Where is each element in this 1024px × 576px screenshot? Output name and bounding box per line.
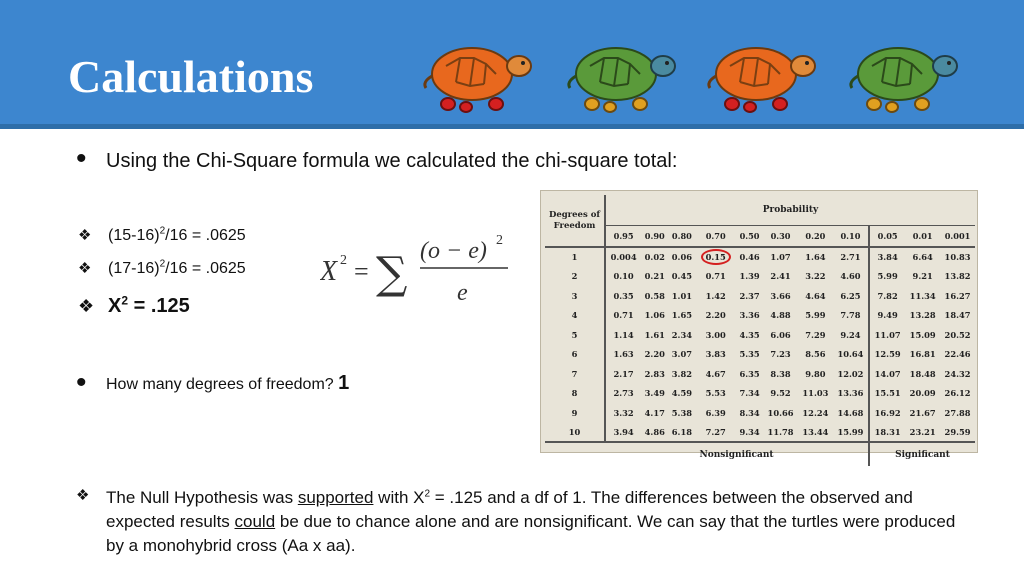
value-cell: 14.07 <box>869 364 905 384</box>
value-cell: 3.36 <box>739 310 760 321</box>
value-cell: 8.38 <box>770 368 791 379</box>
value-cell: 2.41 <box>770 271 791 282</box>
value-cell: 0.71 <box>613 310 634 321</box>
formula-equals: = <box>354 257 369 286</box>
value-cell: 12.59 <box>869 345 905 365</box>
calc1-post: /16 = .0625 <box>165 227 246 244</box>
calc-total <box>78 294 190 318</box>
diamond-bullet-icon: ❖ <box>78 227 92 244</box>
value-cell: 9.21 <box>912 271 933 282</box>
p-header: 0.10 <box>833 225 869 247</box>
value-cell: 12.24 <box>802 407 829 418</box>
value-cell: 4.59 <box>671 388 692 399</box>
formula-sigma: ∑ <box>376 248 408 299</box>
bullet-dot-icon: • <box>76 366 87 399</box>
formula-denominator: e <box>457 280 468 306</box>
value-cell: 11.78 <box>763 423 798 443</box>
value-cell: 1.07 <box>770 252 791 263</box>
calc3-exp: 2 <box>121 293 129 308</box>
value-cell: 13.44 <box>798 423 833 443</box>
value-cell: 10.83 <box>944 252 971 263</box>
value-cell: 18.31 <box>869 423 905 443</box>
value-cell: 0.46 <box>739 252 760 263</box>
value-cell: 16.92 <box>869 403 905 423</box>
value-cell: 18.48 <box>909 368 936 379</box>
value-cell: 13.28 <box>909 310 936 321</box>
value-cell: 7.34 <box>739 388 760 399</box>
dof-cell: 7 <box>545 364 605 384</box>
value-cell: 5.35 <box>739 349 760 360</box>
p-header: 0.01 <box>905 225 940 247</box>
value-cell: 7.27 <box>695 423 736 443</box>
value-cell: 1.06 <box>644 310 665 321</box>
value-cell: 11.07 <box>869 325 905 345</box>
value-cell: 8.56 <box>805 349 826 360</box>
value-cell: 6.06 <box>770 329 791 340</box>
value-cell: 3.00 <box>705 329 726 340</box>
value-cell: 9.24 <box>840 329 861 340</box>
nonsignificant-label: Nonsignificant <box>699 449 774 460</box>
value-cell: 2.34 <box>671 329 692 340</box>
dof-cell: 3 <box>545 286 605 306</box>
value-cell: 1.64 <box>805 252 826 263</box>
value-cell: 2.37 <box>739 290 760 301</box>
dof-cell: 10 <box>545 423 605 443</box>
dof-cell: 1 <box>545 247 605 267</box>
value-cell: 1.61 <box>644 329 665 340</box>
p-header: 0.001 <box>940 225 975 247</box>
value-cell: 3.84 <box>869 247 905 267</box>
calc-line-1 <box>78 226 246 246</box>
value-cell: 15.09 <box>909 329 936 340</box>
dof-cell: 2 <box>545 267 605 287</box>
significant-label: Significant <box>869 442 975 466</box>
p-header: 0.95 <box>605 225 641 247</box>
formula-num-exp: 2 <box>496 233 503 248</box>
slide-title: Calculations <box>68 51 314 102</box>
value-cell: 0.10 <box>613 271 634 282</box>
dof-cell: 9 <box>545 403 605 423</box>
calc2-pre: (17-16) <box>108 260 160 277</box>
p-header: 0.05 <box>869 225 905 247</box>
value-cell: 2.17 <box>613 368 634 379</box>
value-cell: 3.22 <box>805 271 826 282</box>
value-cell: 0.58 <box>644 290 665 301</box>
value-cell: 1.39 <box>739 271 760 282</box>
value-cell: 22.46 <box>944 349 971 360</box>
table-row <box>545 247 975 267</box>
value-cell: 2.20 <box>705 310 726 321</box>
turtle-green-icon <box>560 36 678 116</box>
value-cell: 4.17 <box>644 407 665 418</box>
value-cell: 8.34 <box>739 407 760 418</box>
turtle-green-icon <box>842 36 960 116</box>
dof-cell: 4 <box>545 306 605 326</box>
value-cell: 7.78 <box>840 310 861 321</box>
value-cell: 3.07 <box>671 349 692 360</box>
value-cell: 0.004 <box>610 252 637 263</box>
value-cell: 2.71 <box>840 252 861 263</box>
value-cell: 6.64 <box>912 252 933 263</box>
p-header: 0.30 <box>763 225 798 247</box>
value-cell: 27.88 <box>944 407 971 418</box>
value-cell: 6.18 <box>668 423 695 443</box>
value-cell: 2.83 <box>644 368 665 379</box>
value-cell: 29.59 <box>940 423 975 443</box>
formula-lhs-exp: 2 <box>340 253 347 268</box>
value-cell: 20.52 <box>944 329 971 340</box>
value-cell: 16.81 <box>909 349 936 360</box>
header-divider <box>0 124 1024 129</box>
table-row <box>545 325 975 345</box>
value-cell: 13.82 <box>944 271 971 282</box>
calc-line-2 <box>78 259 246 279</box>
probability-header: Probability <box>605 195 975 225</box>
underlined-supported: supported <box>297 488 374 507</box>
value-cell: 2.20 <box>644 349 665 360</box>
calc1-exp: 2 <box>159 225 166 237</box>
table-row <box>545 345 975 365</box>
value-cell: 6.39 <box>705 407 726 418</box>
circled-value-cell <box>695 247 736 267</box>
p-header: 0.80 <box>668 225 695 247</box>
table-row <box>545 286 975 306</box>
value-cell: 0.21 <box>644 271 665 282</box>
value-cell: 9.52 <box>770 388 791 399</box>
value-cell: 26.12 <box>944 388 971 399</box>
value-cell: 5.38 <box>671 407 692 418</box>
value-cell: 20.09 <box>909 388 936 399</box>
chi-square-table <box>545 195 975 466</box>
p-header: 0.50 <box>736 225 763 247</box>
value-cell: 4.35 <box>739 329 760 340</box>
value-cell: 7.23 <box>770 349 791 360</box>
value-cell: 16.27 <box>944 290 971 301</box>
conclusion-bullet <box>76 486 976 558</box>
value-cell: 5.99 <box>869 267 905 287</box>
value-cell: 6.25 <box>840 290 861 301</box>
intro-bullet <box>76 142 678 175</box>
value-cell: 15.51 <box>869 384 905 404</box>
value-cell: 11.34 <box>909 290 936 301</box>
table-row <box>545 384 975 404</box>
value-cell: 3.49 <box>644 388 665 399</box>
value-cell: 23.21 <box>905 423 940 443</box>
p-header: 0.20 <box>798 225 833 247</box>
value-cell: 9.80 <box>805 368 826 379</box>
calc2-post: /16 = .0625 <box>165 260 246 277</box>
p-header: 0.70 <box>695 225 736 247</box>
chi-square-table-image <box>540 190 978 460</box>
value-cell: 4.64 <box>805 290 826 301</box>
chi-square-formula <box>320 228 520 308</box>
conclusion-text: The Null Hypothesis was supported with $X^2 = .125$ and a df of 1. The differences between the observed and expected results could be due to chance alone and are nonsignificant. We can say that the turtles were produced by a monohybrid cross (Aa x aa). <box>106 488 956 555</box>
value-cell: 18.47 <box>944 310 971 321</box>
formula-numerator: (o − e) <box>420 238 487 264</box>
value-cell: 7.82 <box>869 286 905 306</box>
dof-cell: 8 <box>545 384 605 404</box>
value-cell: 1.63 <box>613 349 634 360</box>
value-cell: 3.66 <box>770 290 791 301</box>
value-cell: 12.02 <box>837 368 864 379</box>
dof-answer: 1 <box>338 372 350 394</box>
value-cell: 14.68 <box>837 407 864 418</box>
formula-lhs: X <box>320 256 338 287</box>
p-header: 0.90 <box>641 225 668 247</box>
value-cell: 9.49 <box>869 306 905 326</box>
value-cell: 7.29 <box>805 329 826 340</box>
dof-header: Degrees of Freedom <box>545 195 605 247</box>
underlined-could: could <box>234 512 276 531</box>
intro-text: Using the Chi-Square formula we calculated the chi-square total: <box>106 150 678 172</box>
table-row <box>545 306 975 326</box>
table-row <box>545 403 975 423</box>
calc3-post: = .125 <box>128 295 190 317</box>
value-cell: 10.66 <box>767 407 794 418</box>
value-cell: 0.02 <box>644 252 665 263</box>
value-cell: 1.14 <box>613 329 634 340</box>
value-cell: 1.65 <box>671 310 692 321</box>
value-cell: 1.01 <box>671 290 692 301</box>
value-cell: 13.36 <box>837 388 864 399</box>
value-cell: 3.83 <box>705 349 726 360</box>
value-cell: 3.94 <box>605 423 641 443</box>
value-cell: 4.88 <box>770 310 791 321</box>
calc2-exp: 2 <box>159 258 166 270</box>
value-cell: 9.34 <box>736 423 763 443</box>
value-cell: 21.67 <box>909 407 936 418</box>
dof-bullet <box>76 366 350 399</box>
bullet-dot-icon: • <box>76 142 87 175</box>
value-cell: 15.99 <box>833 423 869 443</box>
value-cell: 2.73 <box>613 388 634 399</box>
value-cell: 0.35 <box>613 290 634 301</box>
value-cell: 24.32 <box>944 368 971 379</box>
highlight-circle: 0.15 <box>701 249 731 265</box>
value-cell: 5.99 <box>805 310 826 321</box>
turtle-orange-icon <box>700 36 818 116</box>
calc1-pre: (15-16) <box>108 227 160 244</box>
value-cell: 10.64 <box>837 349 864 360</box>
diamond-bullet-icon: ❖ <box>76 487 90 504</box>
value-cell: 0.71 <box>705 271 726 282</box>
value-cell: 0.06 <box>671 252 692 263</box>
table-row <box>545 364 975 384</box>
calc3-pre: X <box>108 295 122 317</box>
table-row <box>545 423 975 443</box>
value-cell: 0.45 <box>671 271 692 282</box>
dof-question: How many degrees of freedom? <box>106 376 334 393</box>
turtle-orange-icon <box>416 36 534 116</box>
dof-cell: 6 <box>545 345 605 365</box>
value-cell: 1.42 <box>705 290 726 301</box>
value-cell: 5.53 <box>705 388 726 399</box>
value-cell: 6.35 <box>739 368 760 379</box>
value-cell: 4.60 <box>840 271 861 282</box>
table-row <box>545 267 975 287</box>
value-cell: 4.67 <box>705 368 726 379</box>
value-cell: 3.32 <box>613 407 634 418</box>
value-cell: 11.03 <box>802 388 829 399</box>
diamond-bullet-icon: ❖ <box>78 260 92 277</box>
value-cell: 4.86 <box>641 423 668 443</box>
diamond-bullet-icon: ❖ <box>78 296 95 316</box>
value-cell: 3.82 <box>671 368 692 379</box>
dof-cell: 5 <box>545 325 605 345</box>
